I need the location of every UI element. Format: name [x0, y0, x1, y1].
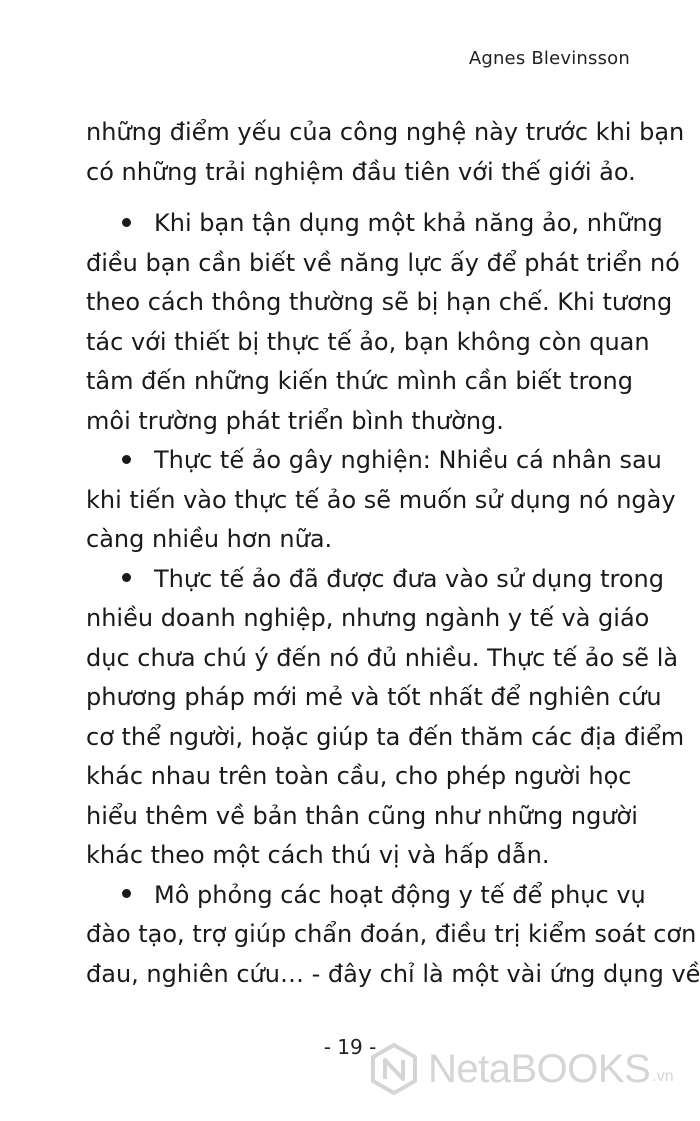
- text-line: cơ thể người, hoặc giúp ta đến thăm các địa điểm: [86, 722, 685, 751]
- text-line: có những trải nghiệm đầu tiên với thế giới ảo.: [86, 157, 636, 186]
- paragraph: [86, 113, 685, 192]
- text-line: Thực tế ảo đã được đưa vào sử dụng trong: [154, 564, 664, 593]
- text-line: Khi bạn tận dụng một khả năng ảo, những: [154, 209, 663, 237]
- text-line: nhiều doanh nghiệp, nhưng ngành y tế và giáo: [86, 604, 650, 632]
- bullet-icon: [122, 218, 131, 227]
- watermark-suffix: .vn: [652, 1068, 674, 1085]
- bullet-paragraph: [86, 204, 680, 441]
- text-line: môi trường phát triển bình thường.: [86, 406, 504, 435]
- text-line: Thực tế ảo gây nghiện: Nhiều cá nhân sau: [154, 446, 662, 474]
- bullet-icon: [122, 889, 131, 898]
- text-line: hiểu thêm về bản thân cũng như những người: [86, 801, 638, 830]
- watermark-brand: NetaBOOKS: [428, 1046, 651, 1091]
- netabooks-logo-icon: [368, 1043, 420, 1095]
- watermark: [368, 1043, 674, 1095]
- bullet-icon: [122, 455, 131, 464]
- text-line: tác với thiết bị thực tế ảo, bạn không còn quan: [86, 327, 650, 356]
- text-line: những điểm yếu của công nghệ này trước khi bạn: [86, 118, 685, 146]
- text-line: đau, nghiên cứu… - đây chỉ là một vài ứng dụng về: [86, 959, 700, 988]
- text-line: khác theo một cách thú vị và hấp dẫn.: [86, 841, 550, 869]
- bullet-paragraph: [86, 441, 676, 560]
- bullet-paragraph: [86, 560, 685, 876]
- text-line: khác nhau trên toàn cầu, cho phép người học: [86, 762, 632, 790]
- text-line: phương pháp mới mẻ và tốt nhất để nghiên cứu: [86, 683, 662, 711]
- text-line: đào tạo, trợ giúp chẩn đoán, điều trị kiểm soát cơn: [86, 920, 697, 948]
- text-line: dục chưa chú ý đến nó đủ nhiều. Thực tế ảo sẽ là: [86, 643, 679, 672]
- text-line: tâm đến những kiến thức mình cần biết trong: [86, 367, 633, 395]
- text-line: điều bạn cần biết về năng lực ấy để phát triển nó: [86, 248, 680, 277]
- bullet-icon: [122, 573, 131, 582]
- page-number: - 19 -: [323, 1035, 377, 1059]
- running-header-author: Agnes Blevinsson: [468, 48, 630, 69]
- text-line: càng nhiều hơn nữa.: [86, 525, 333, 553]
- text-line: Mô phỏng các hoạt động y tế để phục vụ: [154, 880, 646, 909]
- text-line: theo cách thông thường sẽ bị hạn chế. Khi tương: [86, 288, 673, 316]
- text-line: khi tiến vào thực tế ảo sẽ muốn sử dụng nó ngày: [86, 485, 676, 514]
- bullet-paragraph: [86, 876, 700, 995]
- page-body: [86, 113, 700, 994]
